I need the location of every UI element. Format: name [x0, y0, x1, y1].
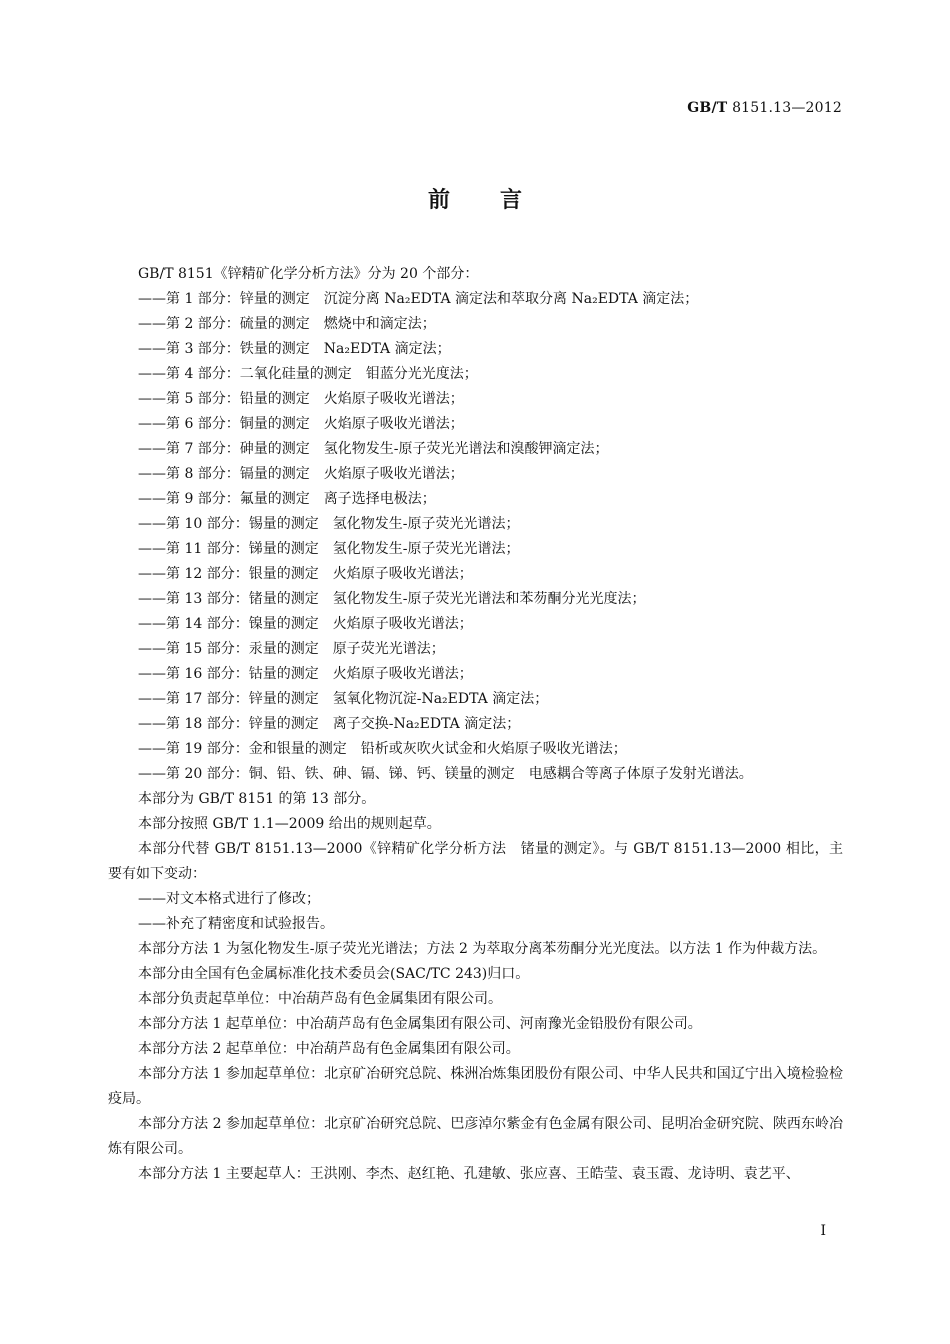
list-item: ——第 14 部分：镍量的测定 火焰原子吸收光谱法； [138, 616, 473, 632]
document-body [108, 262, 843, 1187]
list-item: ——第 7 部分：砷量的测定 氢化物发生-原子荧光光谱法和溴酸钾滴定法； [138, 441, 609, 457]
method1-participants: 本部分方法 1 参加起草单位：北京矿冶研究总院、株洲冶炼集团股份有限公司、中华人民共和国辽宁出入境检验检疫局。 [108, 1066, 843, 1107]
list-item: ——第 5 部分：铅量的测定 火焰原子吸收光谱法； [138, 391, 464, 407]
page-number: I [820, 1223, 826, 1239]
method1-drafting-unit: 本部分方法 1 起草单位：中冶葫芦岛有色金属集团有限公司、河南豫光金铅股份有限公司。 [138, 1016, 702, 1032]
method2-participants: 本部分方法 2 参加起草单位：北京矿冶研究总院、巴彦淖尔紫金有色金属有限公司、昆明冶金研究院、陕西东岭冶炼有限公司。 [108, 1116, 843, 1157]
methods-statement: 本部分方法 1 为氢化物发生-原子荧光光谱法；方法 2 为萃取分离苯芴酮分光光度法。以方法 1 作为仲裁方法。 [138, 941, 827, 957]
page-title: 前言 [427, 188, 572, 213]
list-item: ——第 10 部分：锡量的测定 氢化物发生-原子荧光光谱法； [138, 516, 520, 532]
change-item: ——对文本格式进行了修改； [138, 891, 320, 907]
replace-statement: 本部分代替 GB/T 8151.13—2000《锌精矿化学分析方法 锗量的测定》。与 GB/T 8151.13—2000 相比，主要有如下变动： [108, 841, 843, 882]
parts-list [108, 287, 843, 787]
list-item: ——第 13 部分：锗量的测定 氢化物发生-原子荧光光谱法和苯芴酮分光光度法； [138, 591, 646, 607]
list-item: ——第 15 部分：汞量的测定 原子荧光光谱法； [138, 641, 445, 657]
standard-code: 8151.13—2012 [732, 100, 842, 116]
list-item: ——第 11 部分：锑量的测定 氢化物发生-原子荧光光谱法； [138, 541, 520, 557]
method2-drafting-unit: 本部分方法 2 起草单位：中冶葫芦岛有色金属集团有限公司。 [138, 1041, 520, 1057]
list-item: ——第 3 部分：铁量的测定 Na₂EDTA 滴定法； [138, 341, 451, 357]
responsible-unit: 本部分负责起草单位：中冶葫芦岛有色金属集团有限公司。 [138, 991, 502, 1007]
list-item: ——第 18 部分：锌量的测定 离子交换-Na₂EDTA 滴定法； [138, 716, 521, 732]
committee-statement: 本部分由全国有色金属标准化技术委员会(SAC/TC 243)归口。 [138, 966, 530, 982]
list-item: ——第 16 部分：钴量的测定 火焰原子吸收光谱法； [138, 666, 473, 682]
list-item: ——第 8 部分：镉量的测定 火焰原子吸收光谱法； [138, 466, 464, 482]
list-item: ——第 4 部分：二氧化硅量的测定 钼蓝分光光度法； [138, 366, 478, 382]
list-item: ——第 1 部分：锌量的测定 沉淀分离 Na₂EDTA 滴定法和萃取分离 Na₂EDTA 滴定法； [138, 291, 699, 307]
list-item: ——第 12 部分：银量的测定 火焰原子吸收光谱法； [138, 566, 473, 582]
list-item: ——第 9 部分：氟量的测定 离子选择电极法； [138, 491, 436, 507]
list-item: ——第 2 部分：硫量的测定 燃烧中和滴定法； [138, 316, 436, 332]
drafting-rule: 本部分按照 GB/T 1.1—2009 给出的规则起草。 [138, 816, 441, 832]
list-item: ——第 19 部分：金和银量的测定 铅析或灰吹火试金和火焰原子吸收光谱法； [138, 741, 627, 757]
list-item: ——第 17 部分：锌量的测定 氢氧化物沉淀-Na₂EDTA 滴定法； [138, 691, 549, 707]
standard-number [687, 100, 842, 116]
list-item: ——第 6 部分：铜量的测定 火焰原子吸收光谱法； [138, 416, 464, 432]
list-item: ——第 20 部分：铜、铅、铁、砷、镉、锑、钙、镁量的测定 电感耦合等离子体原子发射光谱法。 [138, 766, 753, 782]
standard-prefix: GB/T [687, 100, 728, 116]
part-statement: 本部分为 GB/T 8151 的第 13 部分。 [138, 791, 376, 807]
change-item: ——补充了精密度和试验报告。 [138, 916, 334, 932]
intro-paragraph: GB/T 8151《锌精矿化学分析方法》分为 20 个部分： [138, 266, 479, 282]
method1-drafters: 本部分方法 1 主要起草人：王洪刚、李杰、赵红艳、孔建敏、张应喜、王皓莹、袁玉霞、龙诗明、袁艺平、 [138, 1166, 800, 1182]
